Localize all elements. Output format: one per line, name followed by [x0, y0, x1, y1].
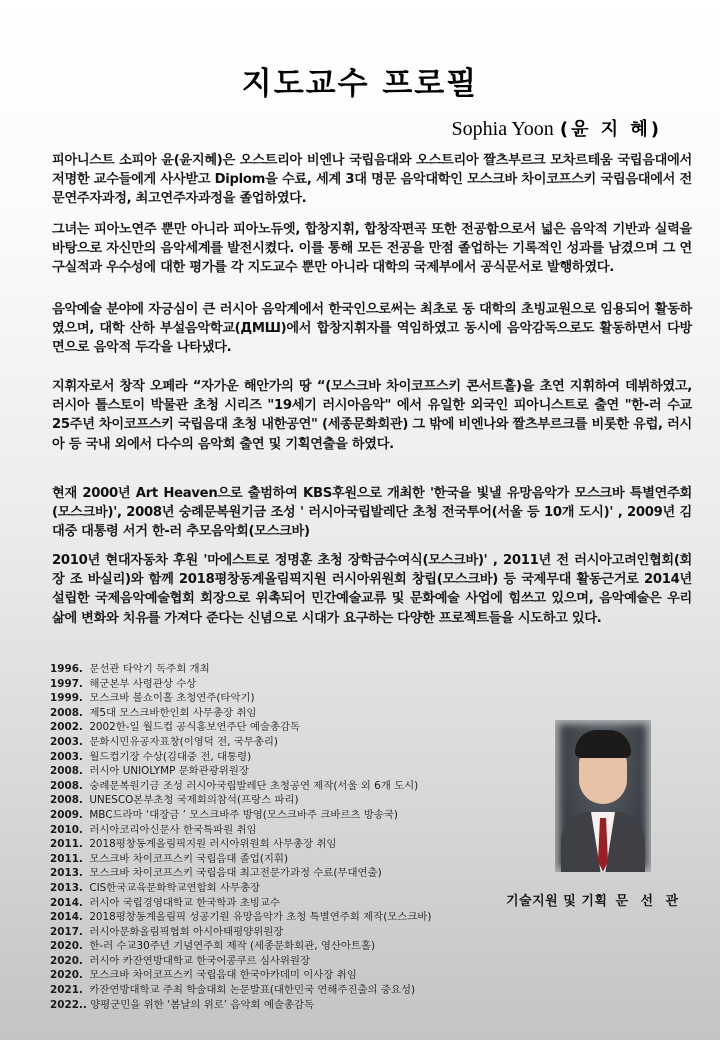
timeline-item [50, 793, 431, 808]
timeline-year: 2020. [50, 940, 83, 953]
timeline-item [50, 881, 431, 896]
timeline-text: 제5대 모스크바한인회 사무총장 취임 [89, 706, 257, 719]
timeline-item [50, 837, 431, 852]
timeline-text: 2002한-일 월드컵 공식홍보연주단 예술총감독 [89, 721, 301, 734]
timeline-item [50, 823, 431, 838]
timeline-item [50, 808, 431, 823]
timeline-item [50, 779, 431, 794]
timeline-year: 1999. [50, 692, 83, 705]
timeline-text: 모스크바 차이코프스키 국립음대 졸업(지휘) [89, 852, 288, 865]
timeline-item [50, 866, 431, 881]
author-name-korean: (윤 지 혜) [559, 119, 662, 140]
timeline-year: 2008. [50, 706, 83, 719]
timeline-text: 월드컵기장 수상(김대중 전, 대통령) [89, 750, 252, 763]
timeline-year: 2020. [50, 954, 83, 967]
timeline-text: 카잔연방대학교 주최 학술대회 논문발표(대한민국 연해주진출의 중요성) [89, 984, 416, 997]
timeline-text: 러시아 UNIOLYMP 문화관광위원장 [89, 765, 249, 778]
timeline-item [50, 677, 431, 692]
timeline-year: 2008. [50, 765, 83, 778]
timeline-text: 모스크바 차이코프스키 국립음대 최고전문가과정 수료(무대연출) [89, 867, 382, 880]
bio-paragraph-achievements: 그녀는 피아노연주 뿐만 아니라 피아노듀엣, 합창지휘, 합창작편곡 또한 전공함으로서 넓은 음악적 기반과 실력을 바탕으로 자신만의 음악세계를 발전시켰다. 이를 통해 모든 전공을 만점 졸업하는 기록적인 성과를 남겼으며 그 연구실적과 우수성에 대한 평가를 각 지도교수 뿐만 아니라 대학의 국제부에서 공식문서로 발행하였다. [52, 222, 692, 276]
timeline-item [50, 720, 431, 735]
career-timeline [50, 662, 431, 1012]
timeline-item [50, 764, 431, 779]
timeline-year: 2009. [50, 808, 83, 821]
timeline-text: UNESCO본부초청 국제회의참석(프랑스 파리) [89, 794, 299, 807]
timeline-text: CIS한국교육문화학교연합회 사무총장 [89, 881, 261, 894]
timeline-year: 2013. [50, 881, 83, 894]
bio-paragraph-current-activity: 2010년 현대자동차 후원 '마에스트로 정명훈 초청 장학금수여식(모스크바)' , 2011년 전 러시아고려인협회(회장 조 바실리)와 함께 2018평창동계올림픽지원 러시아위원회 창립(모스크바) 등 국제무대 활동근거로 2014년 설립한 국제음악예술협회 회장으로 위촉되어 민간예술교류 및 문화예술 사업에 힘쓰고 있으며, 음악예술은 우리 삶에 변화와 치유를 가져다 준다는 신념으로 시대가 요구하는 다양한 프로젝트들을 시도하고 있다. [52, 553, 692, 626]
timeline-year: 2011. [50, 838, 83, 851]
timeline-item [50, 662, 431, 677]
timeline-text: 문선관 타악기 독주회 개최 [89, 663, 210, 675]
timeline-text: 숭례문복원기금 조성 러시아국립발레단 초청공연 제작(서울 외 6개 도시) [89, 779, 419, 792]
timeline-text: 양평군민을 위한 ‘봄날의 위로’ 음악회 예술총감독 [90, 998, 315, 1011]
timeline-year: 2013. [50, 867, 83, 880]
caption-role: 기술지원 및 기획 [506, 894, 608, 909]
timeline-text: 모스크바 차이코프스키 국립음대 한국아카데미 이사장 취임 [89, 969, 357, 982]
timeline-item [50, 750, 431, 765]
timeline-item [50, 983, 431, 998]
timeline-text: 러시아코리아신문사 한국특파원 취임 [89, 823, 257, 836]
timeline-item [50, 954, 431, 969]
bio-paragraph-conducting: 지휘자로서 창작 오페라 “자가운 해안가의 땅 “(모스크바 차이코프스키 콘서트홀)을 초연 지휘하여 데뷔하였고, 러시아 톨스토이 박물관 초청 시리즈 "19세기 러시아음악" 에서 유일한 외국인 피아니스트로 출연 "한-러 수교 25주년 차이코프스키 국립음대 초청 내한공연" (세종문화회관) 그 밖에 비엔나와 짤츠부르크를 비롯한 유럽, 러시아 등 국내 외에서 다수의 음악회 출연 및 기획연출을 하였다. [52, 379, 692, 452]
timeline-year: 2022.. [50, 998, 87, 1011]
photo-caption [506, 890, 682, 909]
timeline-item [50, 998, 431, 1013]
page-title: 지도교수 프로필 [241, 66, 479, 102]
timeline-item [50, 968, 431, 983]
timeline-year: 2014. [50, 896, 83, 909]
timeline-text: 2018평창동계올림픽 성공기원 유망음악가 초청 특별연주회 제작(모스크바) [89, 911, 432, 924]
timeline-year: 2014. [50, 911, 83, 924]
timeline-text: 러시아문화올림픽협회 아시아태평양위원장 [89, 925, 284, 938]
timeline-year: 2008. [50, 779, 83, 792]
bio-paragraph-education: 피아니스트 소피아 윤(윤지혜)은 오스트리아 비엔나 국립음대와 오스트리아 짤츠부르크 모차르테움 국립음대에서 저명한 교수들에게 사사받고 Diplom을 수료, 세계 3대 명문 음악대학인 모스크바 차이코프스키 국립음대에서 전문연주자과정, 최고연주자과정을 졸업하였다. [52, 153, 692, 207]
portrait-hair [575, 730, 631, 758]
timeline-year: 2003. [50, 735, 83, 748]
timeline-text: 해군본부 사령관상 수상 [89, 677, 197, 690]
author-name [452, 115, 662, 141]
timeline-text: 문화시민유공자표창(이영덕 전, 국무총리) [89, 735, 278, 748]
timeline-year: 2002. [50, 721, 83, 734]
timeline-text: 2018평창동계올림픽지원 러시아위원회 사무총장 취임 [89, 838, 337, 851]
timeline-year: 1997. [50, 677, 83, 690]
timeline-item [50, 939, 431, 954]
timeline-year: 1996. [50, 663, 83, 675]
timeline-year: 2010. [50, 823, 83, 836]
portrait-photo [555, 720, 651, 872]
timeline-item [50, 852, 431, 867]
bio-paragraph-art-heaven: 현재 2000년 Art Heaven으로 출범하여 KBS후원으로 개최한 '한국을 빛낼 유망음악가 모스크바 특별연주회(모스크바)', 2008년 숭례문복원기금 조성 ' 러시아국립발레단 초청 전국투어(서울 등 10개 도시)' , 2009년 김대중 대통령 서거 한-러 추모음악회(모스크바) [52, 486, 692, 540]
timeline-text: 모스크바 볼쇼이홀 초청연주(타악기) [89, 692, 255, 705]
caption-name: 문 선 관 [615, 894, 683, 909]
timeline-year: 2017. [50, 925, 83, 938]
timeline-item [50, 925, 431, 940]
timeline-text: MBC드라마 ‘대장금 ’ 모스크바주 방영(모스크바주 크바르츠 방송국) [89, 808, 398, 821]
timeline-text: 러시아 국립경영대학교 한국학과 초빙교수 [89, 896, 280, 909]
bio-paragraph-russia-career: 음악예술 분야에 자긍심이 큰 러시아 음악계에서 한국인으로써는 최초로 동 대학의 초빙교원으로 임용되어 활동하였으며, 대학 산하 부설음악학교(ДМШ)에서 합창지휘자를 역임하였고 동시에 음악감독으로도 활동하면서 다방면으로 음악적 두각을 나타냈다. [52, 302, 692, 356]
timeline-text: 한-러 수교30주년 기념연주회 제작 (세종문화회관, 영산아트홀) [89, 940, 376, 953]
timeline-item [50, 706, 431, 721]
author-name-english: Sophia Yoon [451, 118, 554, 140]
timeline-item [50, 896, 431, 911]
timeline-year: 2003. [50, 750, 83, 763]
timeline-item [50, 910, 431, 925]
timeline-text: 러시아 카잔연방대학교 한국어콩쿠르 심사위원장 [89, 954, 311, 967]
timeline-year: 2021. [50, 984, 83, 997]
timeline-item [50, 735, 431, 750]
timeline-year: 2020. [50, 969, 83, 982]
timeline-item [50, 691, 431, 706]
timeline-year: 2008. [50, 794, 83, 807]
timeline-year: 2011. [50, 852, 83, 865]
